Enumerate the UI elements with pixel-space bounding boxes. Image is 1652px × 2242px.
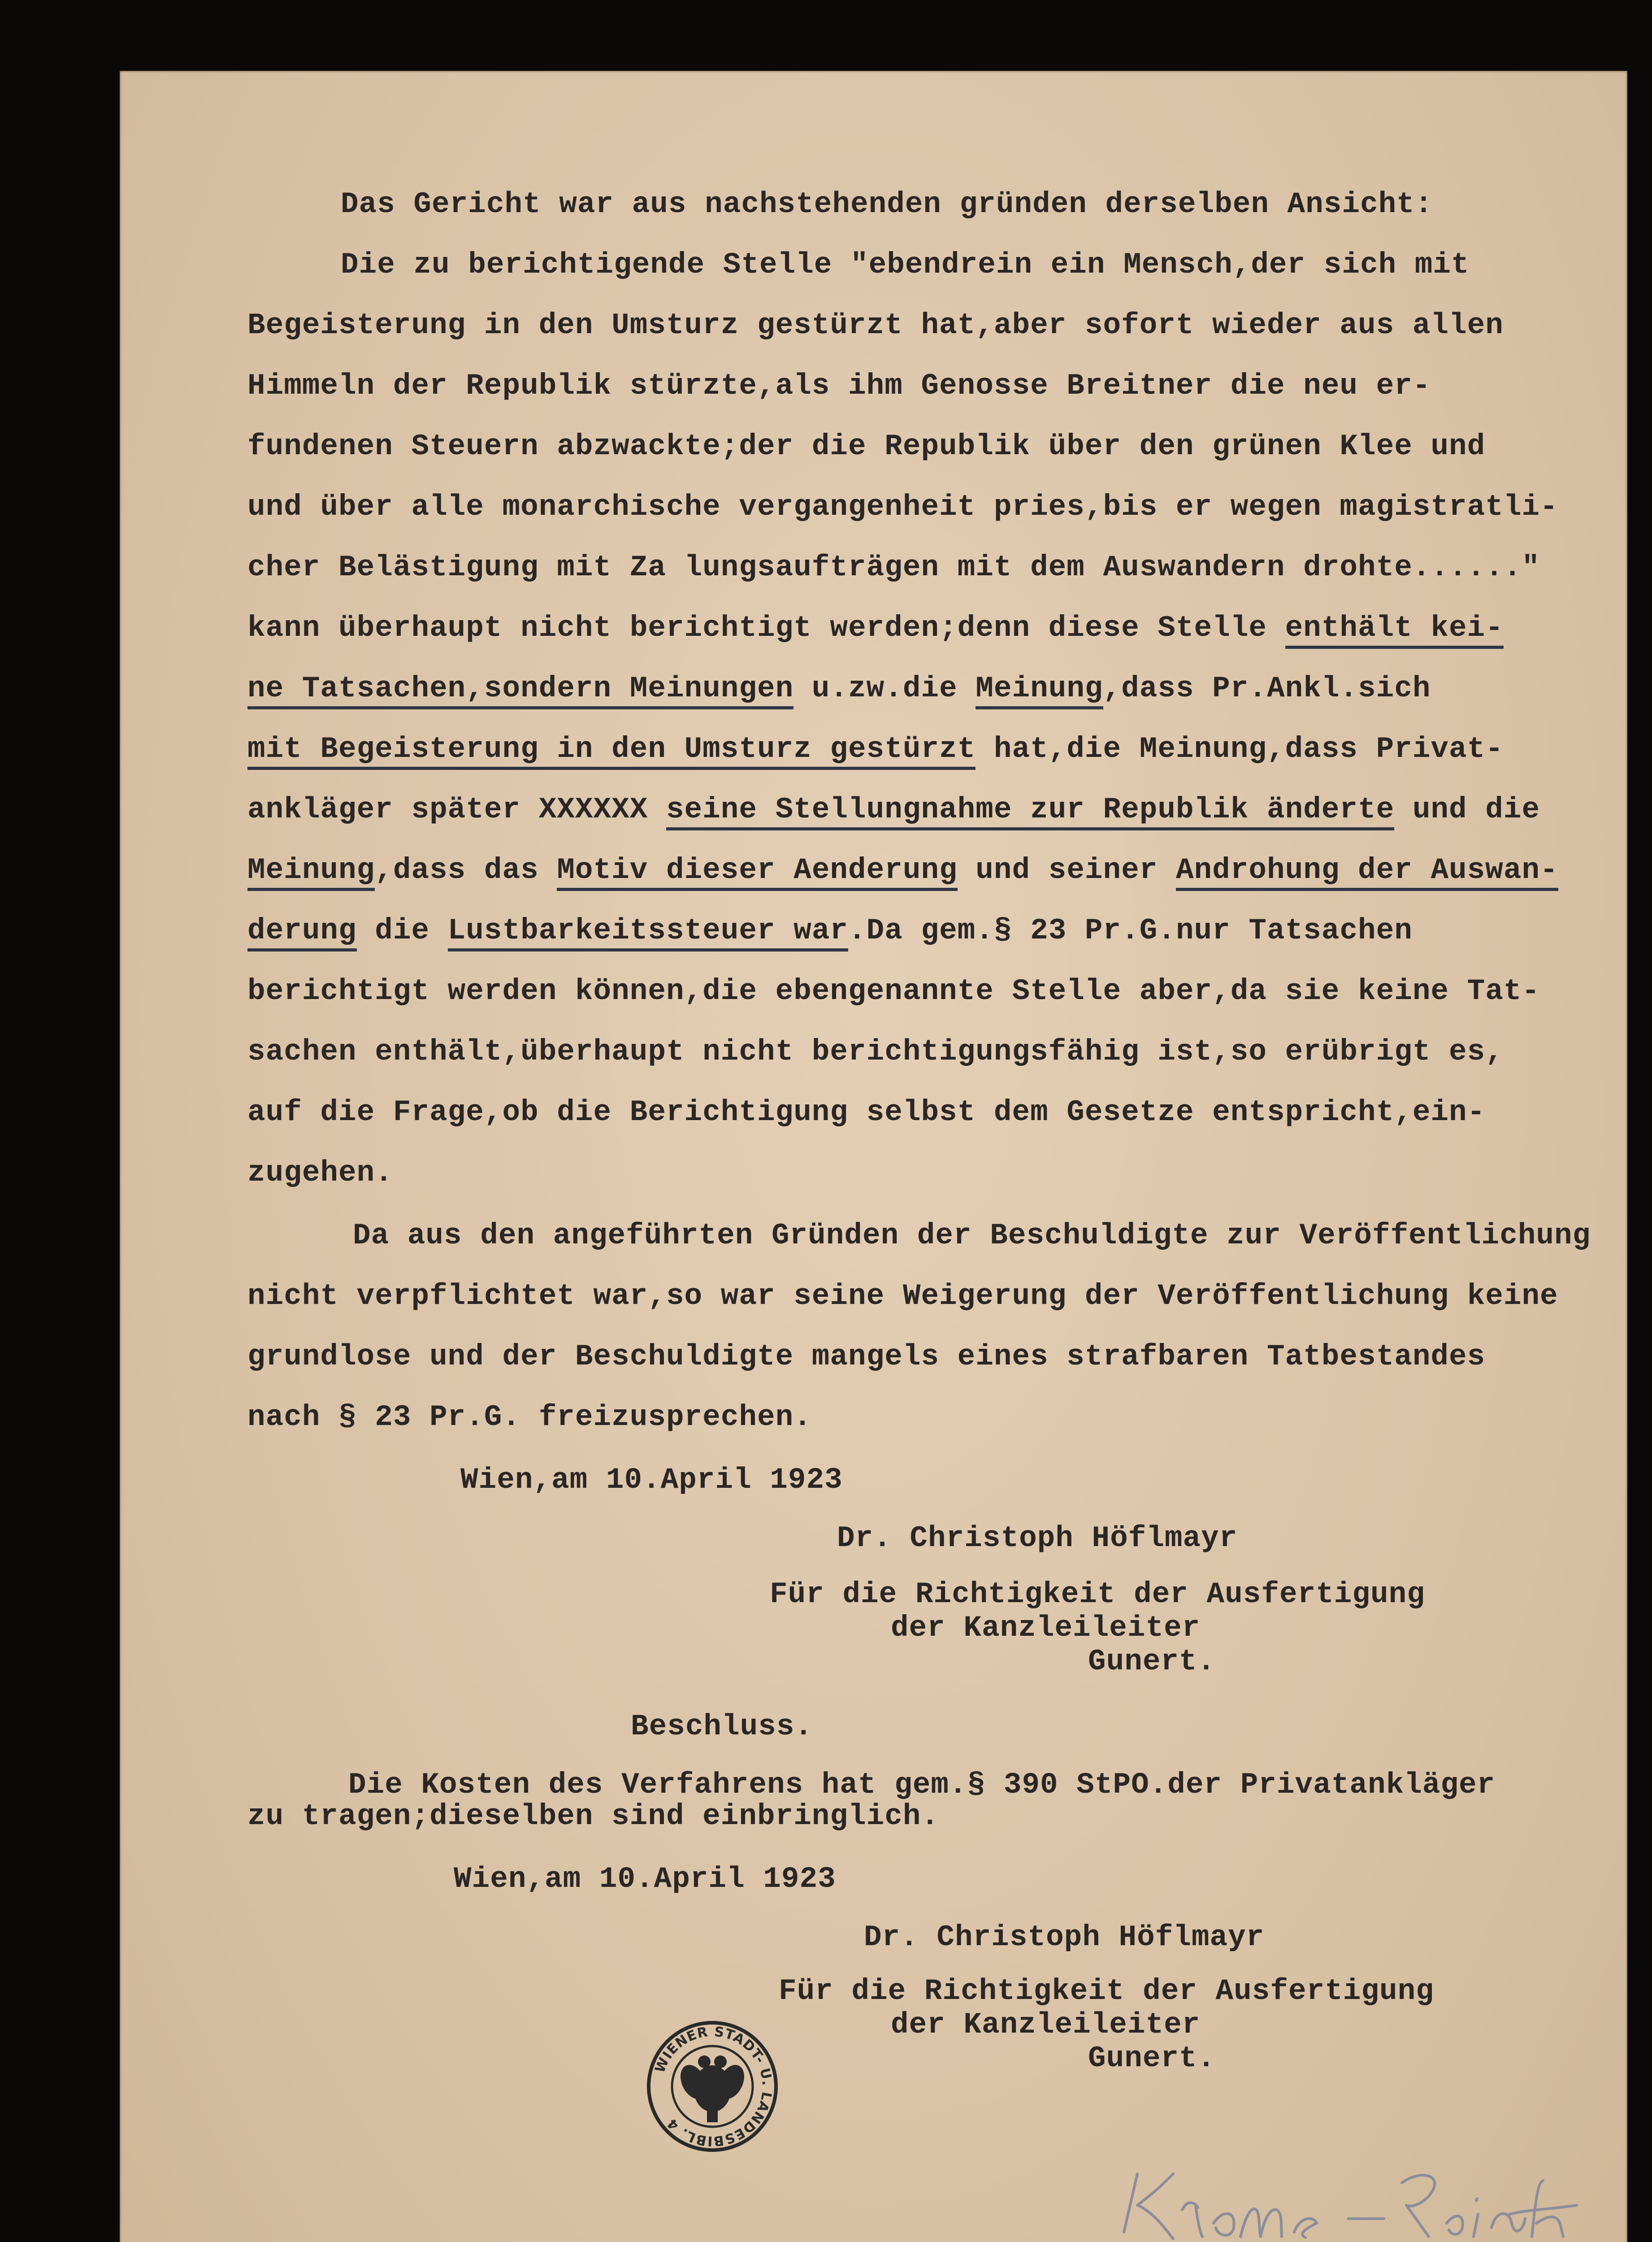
text-line (247, 734, 1504, 764)
underlined-text: seine Stellungnahme zur Republik änderte (666, 793, 1394, 830)
text-line: Himmeln der Republik stürzte,als ihm Genosse Breitner die neu er- (247, 369, 1431, 403)
text-line: Das Gericht war aus nachstehenden gründen derselben Ansicht: (341, 187, 1433, 221)
svg-text:WIENER STADT- U. LANDESBIBL.: WIENER STADT- U. LANDESBIBL. 4 (652, 2024, 775, 2149)
section-title: Beschluss. (631, 1710, 813, 1743)
underlined-text: Motiv dieser Aenderung (557, 853, 957, 891)
text-line (247, 916, 1413, 946)
text-segment: und seiner (957, 853, 1176, 887)
certification-line: der Kanzleileiter (891, 1611, 1201, 1645)
certification-line: Gunert. (1088, 1645, 1216, 1678)
text-segment: .Da gem.§ 23 Pr.G.nur Tatsachen (848, 914, 1413, 947)
text-line: nach § 23 Pr.G. freizusprechen. (247, 1400, 812, 1434)
document-page (120, 71, 1627, 2242)
certification-line: Für die Richtigkeit der Ausfertigung (779, 1974, 1434, 2008)
underlined-text: Meinung (976, 672, 1103, 709)
judge-name: Dr. Christoph Höflmayr (864, 1920, 1265, 1954)
text-line (247, 853, 1558, 887)
text-line: grundlose und der Beschuldigte mangels eines strafbaren Tatbestandes (247, 1340, 1486, 1373)
text-line: sachen enthält,überhaupt nicht berichtigungsfähig ist,so erübrigt es, (247, 1035, 1504, 1069)
text-line: Die Kosten des Verfahrens hat gem.§ 390 StPO.der Privatankläger (348, 1768, 1496, 1802)
text-segment: und die (1394, 793, 1540, 826)
text-line: Da aus den angeführten Gründen der Beschuldigte zur Veröffentlichung (353, 1219, 1591, 1252)
text-line (247, 613, 1504, 643)
underlined-text: enthält kei- (1285, 611, 1504, 649)
underlined-text: mit Begeisterung in den Umsturz gestürzt (247, 732, 976, 770)
text-line: und über alle monarchische vergangenheit pries,bis er wegen magistratli- (247, 490, 1558, 524)
certification-line: der Kanzleileiter (891, 2008, 1201, 2042)
underlined-text: ne Tatsachen,sondern Meinungen (247, 672, 793, 709)
text-line: zu tragen;dieselben sind einbringlich. (247, 1799, 940, 1833)
text-segment: hat,die Meinung,dass Privat- (976, 732, 1504, 766)
underlined-text: Meinung (247, 853, 375, 891)
text-line: cher Belästigung mit Za lungsaufträgen mit dem Auswandern drohte......" (247, 551, 1540, 584)
text-segment: kann überhaupt nicht berichtigt werden;denn diese Stelle (247, 611, 1285, 645)
text-segment: ,dass das (375, 853, 557, 887)
judge-name: Dr. Christoph Höflmayr (837, 1521, 1238, 1555)
date-line: Wien,am 10.April 1923 (460, 1463, 843, 1497)
underlined-text: Androhung der Auswan- (1176, 853, 1558, 891)
text-segment: ankläger später XXXXXX (247, 793, 666, 826)
text-line: berichtigt werden können,die ebengenannte Stelle aber,da sie keine Tat- (247, 974, 1540, 1008)
text-line: nicht verpflichtet war,so war seine Weigerung der Veröffentlichung keine (247, 1279, 1558, 1313)
text-line: zugehen. (247, 1156, 393, 1190)
certification-line: Gunert. (1088, 2042, 1216, 2075)
certification-line: Für die Richtigkeit der Ausfertigung (770, 1577, 1425, 1611)
underlined-text: derung (247, 914, 357, 952)
handwritten-note (1106, 2156, 1581, 2242)
text-segment: ,dass Pr.Ankl.sich (1103, 672, 1431, 705)
text-line (247, 795, 1540, 825)
text-line: fundenen Steuern abzwackte;der die Republik über den grünen Klee und (247, 430, 1486, 463)
text-line (247, 674, 1431, 704)
text-line: Die zu berichtigende Stelle "ebendrein ein Mensch,der sich mit (341, 248, 1470, 282)
text-line: auf die Frage,ob die Berichtigung selbst dem Gesetze entspricht,ein- (247, 1095, 1486, 1129)
date-line: Wien,am 10.April 1923 (454, 1862, 836, 1896)
text-segment: die (356, 914, 448, 947)
library-stamp (645, 2019, 780, 2154)
text-line: Begeisterung in den Umsturz gestürzt hat,aber sofort wieder aus allen (247, 308, 1504, 342)
text-segment: u.zw.die (793, 672, 976, 705)
eagle-emblem-icon (676, 2055, 750, 2122)
underlined-text: Lustbarkeitssteuer war (448, 914, 848, 952)
